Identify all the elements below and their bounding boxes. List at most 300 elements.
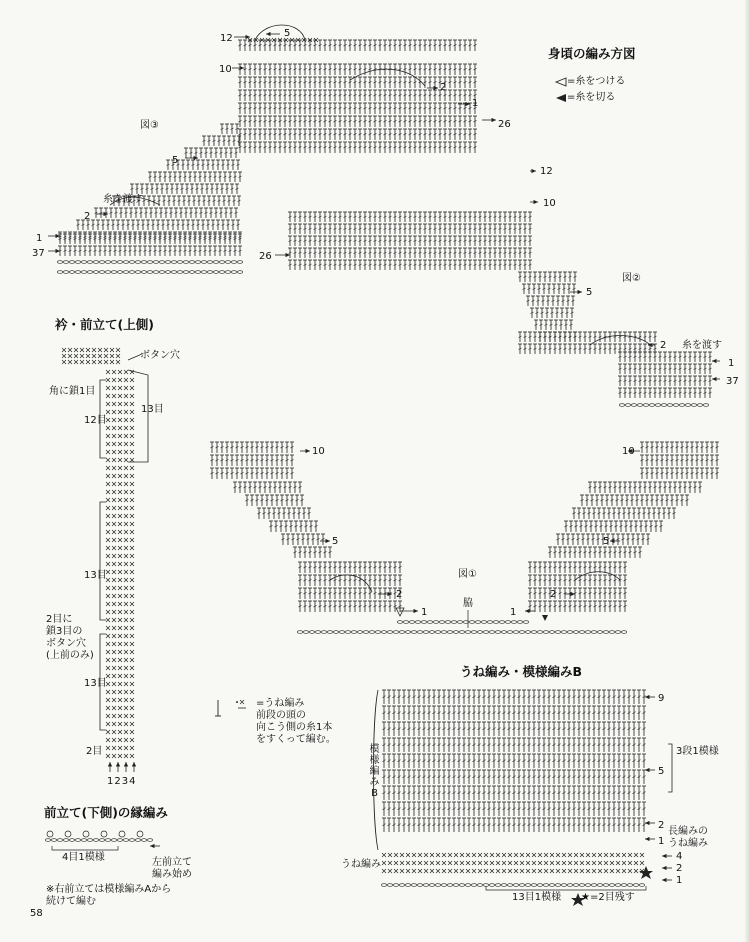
sc-stitch [130, 402, 134, 406]
chain-stitch [417, 631, 422, 634]
sc-stitch [118, 410, 122, 414]
arrow-head [577, 290, 582, 294]
sc-stitch [130, 434, 134, 438]
sc-stitch [124, 490, 128, 494]
chain-stitch [129, 271, 134, 274]
chain-stitch [105, 271, 110, 274]
sc-stitch [118, 450, 122, 454]
chain-stitch [201, 261, 206, 264]
chain-stitch [369, 631, 374, 634]
sc-stitch [80, 354, 84, 358]
sc-stitch [124, 434, 128, 438]
sc-stitch [118, 394, 122, 398]
chain-stitch [439, 621, 444, 624]
sc-stitch [112, 490, 116, 494]
sc-stitch [118, 514, 122, 518]
sc-stitch [130, 442, 134, 446]
arrow-head [533, 200, 538, 204]
yarn-path-curve [330, 575, 372, 592]
chain-stitch [469, 621, 474, 624]
arrow-head [55, 249, 60, 253]
chain-stitch [351, 631, 356, 634]
sc-stitch [116, 348, 120, 352]
chain-stitch [159, 261, 164, 264]
sc-stitch [74, 354, 78, 358]
sc-stitch [112, 418, 116, 422]
chain-stitch [637, 404, 642, 407]
sc-stitch [130, 394, 134, 398]
sc-stitch [118, 426, 122, 430]
chain-stitch [225, 261, 230, 264]
chain-stitch [219, 261, 224, 264]
sc-stitch [124, 514, 128, 518]
sc-stitch [112, 394, 116, 398]
chain-stitch [573, 631, 578, 634]
chain-stitch [471, 631, 476, 634]
sc-stitch [124, 474, 128, 478]
chain-stitch [231, 271, 236, 274]
chain-stitch [603, 631, 608, 634]
chain-stitch [505, 621, 510, 624]
arrow-head [413, 609, 418, 613]
sc-stitch [112, 466, 116, 470]
chain-stitch [93, 271, 98, 274]
sc-stitch [98, 360, 102, 364]
chain-stitch [147, 261, 152, 264]
chain-stitch [465, 631, 470, 634]
sc-stitch [106, 394, 110, 398]
chain-stitch [621, 631, 626, 634]
arrow-head [570, 592, 575, 596]
chain-stitch [183, 271, 188, 274]
chain-stitch [75, 261, 80, 264]
chain-stitch [339, 631, 344, 634]
sc-stitch [104, 354, 108, 358]
chain-stitch [615, 631, 620, 634]
chain-stitch [231, 261, 236, 264]
chain-stitch [315, 631, 320, 634]
chain-stitch [507, 631, 512, 634]
chain-stitch [519, 631, 524, 634]
yarn-path-curve [255, 25, 305, 40]
chain-stitch [405, 631, 410, 634]
sc-stitch [112, 458, 116, 462]
sc-stitch [130, 474, 134, 478]
sc-stitch [112, 506, 116, 510]
chain-stitch [99, 261, 104, 264]
sc-stitch [112, 482, 116, 486]
sc-stitch [130, 514, 134, 518]
chain-stitch [165, 271, 170, 274]
sc-stitch [118, 402, 122, 406]
sc-stitch [106, 498, 110, 502]
chain-stitch [69, 261, 74, 264]
chain-stitch [585, 631, 590, 634]
chain-stitch [237, 271, 242, 274]
chain-stitch [423, 631, 428, 634]
chain-stitch [495, 631, 500, 634]
sc-stitch [130, 466, 134, 470]
chain-stitch [475, 621, 480, 624]
chain-stitch [111, 261, 116, 264]
sc-stitch [106, 386, 110, 390]
arrow-head [433, 86, 438, 90]
sc-stitch [118, 442, 122, 446]
sc-stitch [124, 370, 128, 374]
chain-stitch [165, 261, 170, 264]
chain-stitch [357, 631, 362, 634]
chain-stitch [303, 631, 308, 634]
sc-stitch [86, 360, 90, 364]
chain-stitch [453, 631, 458, 634]
chain-stitch [117, 271, 122, 274]
sc-stitch [118, 498, 122, 502]
sc-stitch [116, 360, 120, 364]
sc-stitch [130, 490, 134, 494]
chain-stitch [63, 261, 68, 264]
chain-stitch [397, 621, 402, 624]
sc-stitch [118, 386, 122, 390]
chain-stitch [237, 261, 242, 264]
chain-stitch [531, 631, 536, 634]
arrow-head [465, 102, 470, 106]
sc-stitch [130, 418, 134, 422]
sc-stitch [112, 402, 116, 406]
sc-stitch [112, 426, 116, 430]
sc-stitch [106, 490, 110, 494]
arrow-head [245, 35, 250, 39]
chain-stitch [537, 631, 542, 634]
sc-stitch [124, 458, 128, 462]
chain-stitch [697, 404, 702, 407]
sc-stitch [130, 386, 134, 390]
chain-stitch [201, 271, 206, 274]
chain-stitch [363, 631, 368, 634]
sc-stitch [74, 360, 78, 364]
sc-stitch [124, 426, 128, 430]
sc-stitch [106, 466, 110, 470]
chain-stitch [511, 621, 516, 624]
arrow-head [712, 377, 717, 381]
chain-stitch [207, 261, 212, 264]
chain-stitch [195, 271, 200, 274]
chain-stitch [153, 271, 158, 274]
chain-stitch [409, 621, 414, 624]
chain-stitch [421, 621, 426, 624]
chain-stitch [429, 631, 434, 634]
sc-stitch [106, 514, 110, 518]
sc-stitch [106, 458, 110, 462]
chain-stitch [661, 404, 666, 407]
sc-stitch [118, 370, 122, 374]
chain-stitch [481, 621, 486, 624]
chain-stitch [63, 271, 68, 274]
chain-stitch [597, 631, 602, 634]
chain-stitch [517, 621, 522, 624]
chain-stitch [153, 261, 158, 264]
sc-stitch [112, 434, 116, 438]
chain-stitch [655, 404, 660, 407]
chain-stitch [457, 621, 462, 624]
sc-stitch [118, 466, 122, 470]
chain-stitch [625, 404, 630, 407]
chain-stitch [57, 261, 62, 264]
sc-stitch [118, 458, 122, 462]
chain-stitch [87, 261, 92, 264]
arrow-head [239, 66, 244, 70]
chain-stitch [69, 271, 74, 274]
chain-stitch [433, 621, 438, 624]
arrow-head [55, 234, 60, 238]
chain-stitch [393, 631, 398, 634]
chain-stitch [309, 631, 314, 634]
sc-stitch [124, 418, 128, 422]
chain-stitch [703, 404, 708, 407]
chain-stitch [93, 261, 98, 264]
sc-stitch [86, 354, 90, 358]
chain-stitch [141, 271, 146, 274]
chain-stitch [501, 631, 506, 634]
sc-stitch [130, 410, 134, 414]
sc-stitch [124, 402, 128, 406]
chain-stitch [213, 261, 218, 264]
arrow-head [305, 449, 310, 453]
attach-legend-symbol [556, 78, 566, 86]
chain-stitch [321, 631, 326, 634]
chain-stitch [207, 271, 212, 274]
chain-stitch [195, 261, 200, 264]
sc-stitch [124, 410, 128, 414]
sc-stitch [118, 418, 122, 422]
sc-stitch [130, 498, 134, 502]
chain-stitch [567, 631, 572, 634]
chain-stitch [411, 631, 416, 634]
sc-stitch [112, 514, 116, 518]
sc-stitch [80, 360, 84, 364]
chain-stitch [513, 631, 518, 634]
chain-stitch [171, 271, 176, 274]
chain-stitch [691, 404, 696, 407]
sc-stitch [118, 474, 122, 478]
sc-stitch [124, 378, 128, 382]
sc-stitch [92, 354, 96, 358]
sc-stitch [118, 434, 122, 438]
chain-stitch [459, 631, 464, 634]
sc-stitch [124, 442, 128, 446]
chain-stitch [523, 621, 528, 624]
chain-stitch [135, 261, 140, 264]
chain-stitch [213, 271, 218, 274]
sc-stitch [124, 386, 128, 390]
chain-stitch [387, 631, 392, 634]
sc-stitch [62, 354, 66, 358]
chain-stitch [375, 631, 380, 634]
sc-stitch [124, 466, 128, 470]
chain-stitch [189, 271, 194, 274]
chain-stitch [451, 621, 456, 624]
chain-stitch [619, 404, 624, 407]
sc-stitch [104, 348, 108, 352]
sc-stitch [112, 522, 116, 526]
arrow-head [266, 32, 271, 36]
chain-stitch [445, 621, 450, 624]
arrow-head [325, 539, 330, 543]
sc-stitch [118, 490, 122, 494]
chain-stitch [333, 631, 338, 634]
chain-stitch [685, 404, 690, 407]
sc-stitch [98, 348, 102, 352]
sc-stitch [80, 348, 84, 352]
chain-stitch [117, 261, 122, 264]
chain-stitch [399, 631, 404, 634]
sc-stitch [110, 348, 114, 352]
sc-stitch [112, 474, 116, 478]
chain-stitch [327, 631, 332, 634]
sc-stitch [112, 378, 116, 382]
chain-stitch [441, 631, 446, 634]
sc-stitch [74, 348, 78, 352]
chain-stitch [147, 271, 152, 274]
arrow-head [491, 118, 496, 122]
chain-stitch [159, 271, 164, 274]
chain-stitch [177, 271, 182, 274]
chain-stitch [555, 631, 560, 634]
sc-stitch [130, 482, 134, 486]
sc-stitch [86, 348, 90, 352]
sc-stitch [124, 498, 128, 502]
chain-stitch [667, 404, 672, 407]
sc-stitch [106, 378, 110, 382]
chain-stitch [381, 631, 386, 634]
sc-stitch [130, 450, 134, 454]
cut-yarn-mark [542, 615, 548, 621]
chain-stitch [673, 404, 678, 407]
arrow-head [285, 253, 290, 257]
sc-stitch [68, 348, 72, 352]
chain-stitch [561, 631, 566, 634]
chain-stitch [543, 631, 548, 634]
chain-stitch [415, 621, 420, 624]
chain-stitch [549, 631, 554, 634]
sc-stitch [68, 354, 72, 358]
chain-stitch [57, 271, 62, 274]
sc-stitch [106, 522, 110, 526]
sc-stitch [106, 450, 110, 454]
chain-stitch [525, 631, 530, 634]
sc-stitch [110, 360, 114, 364]
yarn-path-curve [575, 572, 620, 580]
chain-stitch [177, 261, 182, 264]
chain-stitch [493, 621, 498, 624]
chain-stitch [487, 621, 492, 624]
sc-stitch [112, 442, 116, 446]
sc-stitch [104, 360, 108, 364]
sc-stitch [106, 442, 110, 446]
chain-stitch [483, 631, 488, 634]
chain-stitch [679, 404, 684, 407]
chain-stitch [219, 271, 224, 274]
chain-stitch [225, 271, 230, 274]
chain-stitch [81, 261, 86, 264]
chain-stitch [189, 261, 194, 264]
sc-stitch [112, 450, 116, 454]
sc-stitch [106, 506, 110, 510]
arrow-head [712, 359, 717, 363]
chain-stitch [579, 631, 584, 634]
chain-stitch [99, 271, 104, 274]
chain-stitch [81, 271, 86, 274]
sc-stitch [106, 474, 110, 478]
sc-stitch [124, 394, 128, 398]
sc-stitch [112, 498, 116, 502]
sc-stitch [118, 506, 122, 510]
sc-stitch [106, 482, 110, 486]
chain-stitch [123, 261, 128, 264]
chain-stitch [447, 631, 452, 634]
sc-stitch [68, 360, 72, 364]
chain-stitch [649, 404, 654, 407]
chain-stitch [75, 271, 80, 274]
chain-stitch [609, 631, 614, 634]
arrow-head [525, 609, 530, 613]
chain-stitch [87, 271, 92, 274]
sc-stitch [130, 426, 134, 430]
sc-stitch [92, 360, 96, 364]
chain-stitch [591, 631, 596, 634]
chain-stitch [297, 631, 302, 634]
sc-stitch [98, 354, 102, 358]
chain-stitch [643, 404, 648, 407]
sc-stitch [124, 450, 128, 454]
chain-stitch [135, 271, 140, 274]
chain-stitch [123, 271, 128, 274]
chain-stitch [499, 621, 504, 624]
sc-stitch [118, 482, 122, 486]
chain-stitch [489, 631, 494, 634]
sc-stitch [130, 506, 134, 510]
cut-legend-symbol [556, 94, 566, 102]
chain-stitch [171, 261, 176, 264]
chain-stitch [111, 271, 116, 274]
sc-stitch [130, 458, 134, 462]
sc-stitch [118, 378, 122, 382]
arrow-head [531, 169, 536, 173]
sc-stitch [106, 434, 110, 438]
chain-stitch [105, 261, 110, 264]
chain-stitch [141, 261, 146, 264]
sc-stitch [62, 360, 66, 364]
chain-stitch [477, 631, 482, 634]
sc-stitch [110, 354, 114, 358]
sc-stitch [112, 386, 116, 390]
sc-stitch [106, 402, 110, 406]
sc-stitch [124, 482, 128, 486]
chain-stitch [631, 404, 636, 407]
sc-stitch [106, 370, 110, 374]
sc-stitch [106, 410, 110, 414]
chain-stitch [345, 631, 350, 634]
sc-stitch [92, 348, 96, 352]
sc-stitch [130, 378, 134, 382]
chain-stitch [427, 621, 432, 624]
sc-stitch [112, 410, 116, 414]
yarn-path-curve [350, 69, 425, 86]
chain-stitch [129, 261, 134, 264]
sc-stitch [62, 348, 66, 352]
chain-stitch [403, 621, 408, 624]
sc-stitch [124, 506, 128, 510]
chain-stitch [183, 261, 188, 264]
